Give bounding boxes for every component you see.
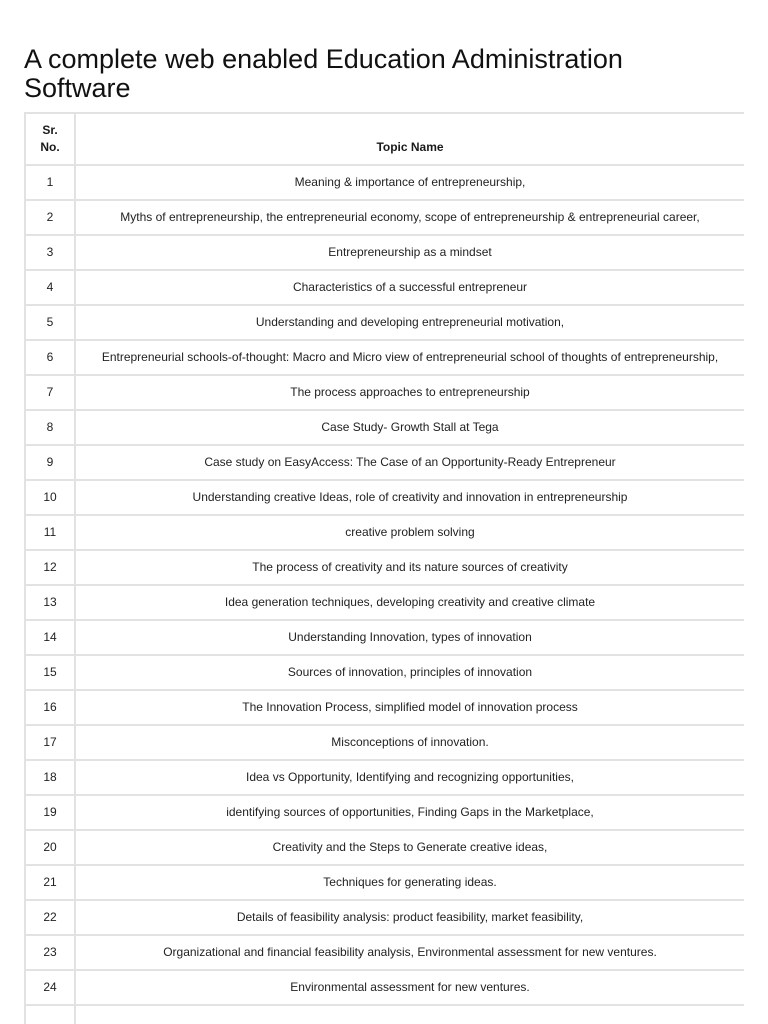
row-sr-number xyxy=(25,1005,75,1024)
row-topic-name: identifying sources of opportunities, Finding Gaps in the Marketplace, xyxy=(75,795,744,830)
row-sr-number: 21 xyxy=(25,865,75,900)
header-sr-no-label: Sr. No. xyxy=(40,123,60,154)
row-sr-number: 1 xyxy=(25,165,75,200)
table-row xyxy=(25,655,744,690)
row-sr-number: 22 xyxy=(25,900,75,935)
table-row xyxy=(25,305,744,340)
table-body xyxy=(25,165,744,1024)
row-sr-number: 2 xyxy=(25,200,75,235)
row-topic-name: Understanding and developing entrepreneurial motivation, xyxy=(75,305,744,340)
row-sr-number: 12 xyxy=(25,550,75,585)
row-topic-name: Techniques for generating ideas. xyxy=(75,865,744,900)
row-sr-number: 5 xyxy=(25,305,75,340)
row-sr-number: 13 xyxy=(25,585,75,620)
row-topic-name: Entrepreneurial schools-of-thought: Macro and Micro view of entrepreneurial school of thoughts of entrepreneurship, xyxy=(75,340,744,375)
table-row xyxy=(25,830,744,865)
table-row xyxy=(25,620,744,655)
table-row xyxy=(25,445,744,480)
row-topic-name: The Innovation Process, simplified model of innovation process xyxy=(75,690,744,725)
row-sr-number: 18 xyxy=(25,760,75,795)
row-topic-name: Characteristics of a successful entrepreneur xyxy=(75,270,744,305)
row-topic-name: The process of creativity and its nature sources of creativity xyxy=(75,550,744,585)
row-sr-number: 20 xyxy=(25,830,75,865)
topics-table xyxy=(24,112,744,1024)
row-sr-number: 4 xyxy=(25,270,75,305)
row-topic-name: Environmental assessment for new ventures. xyxy=(75,970,744,1005)
table-row xyxy=(25,410,744,445)
topics-table-container xyxy=(24,112,744,1024)
row-topic-name: Misconceptions of innovation. xyxy=(75,725,744,760)
row-topic-name xyxy=(75,1005,744,1024)
table-row xyxy=(25,690,744,725)
table-row xyxy=(25,340,744,375)
row-topic-name: Idea vs Opportunity, Identifying and recognizing opportunities, xyxy=(75,760,744,795)
table-row xyxy=(25,480,744,515)
table-row xyxy=(25,375,744,410)
row-sr-number: 16 xyxy=(25,690,75,725)
row-sr-number: 8 xyxy=(25,410,75,445)
table-row xyxy=(25,795,744,830)
row-sr-number: 15 xyxy=(25,655,75,690)
row-sr-number: 14 xyxy=(25,620,75,655)
row-topic-name: Organizational and financial feasibility analysis, Environmental assessment for new ventures. xyxy=(75,935,744,970)
row-sr-number: 7 xyxy=(25,375,75,410)
row-topic-name: The process approaches to entrepreneurship xyxy=(75,375,744,410)
table-row xyxy=(25,935,744,970)
row-sr-number: 10 xyxy=(25,480,75,515)
row-topic-name: Understanding creative Ideas, role of creativity and innovation in entrepreneurship xyxy=(75,480,744,515)
table-row xyxy=(25,165,744,200)
row-topic-name: Myths of entrepreneurship, the entrepreneurial economy, scope of entrepreneurship & entrepreneurial career, xyxy=(75,200,744,235)
table-row xyxy=(25,550,744,585)
row-topic-name: Entrepreneurship as a mindset xyxy=(75,235,744,270)
row-sr-number: 9 xyxy=(25,445,75,480)
table-row xyxy=(25,970,744,1005)
row-sr-number: 11 xyxy=(25,515,75,550)
table-row xyxy=(25,270,744,305)
table-row xyxy=(25,760,744,795)
row-topic-name: Sources of innovation, principles of innovation xyxy=(75,655,744,690)
table-row xyxy=(25,515,744,550)
row-topic-name: Meaning & importance of entrepreneurship, xyxy=(75,165,744,200)
table-row xyxy=(25,725,744,760)
page-title: A complete web enabled Education Administration Software xyxy=(24,44,623,103)
row-sr-number: 24 xyxy=(25,970,75,1005)
table-row xyxy=(25,235,744,270)
row-topic-name: Case Study- Growth Stall at Tega xyxy=(75,410,744,445)
row-sr-number: 23 xyxy=(25,935,75,970)
row-topic-name: Idea generation techniques, developing creativity and creative climate xyxy=(75,585,744,620)
row-sr-number: 17 xyxy=(25,725,75,760)
row-topic-name: creative problem solving xyxy=(75,515,744,550)
row-topic-name: Details of feasibility analysis: product feasibility, market feasibility, xyxy=(75,900,744,935)
row-sr-number: 19 xyxy=(25,795,75,830)
row-topic-name: Case study on EasyAccess: The Case of an Opportunity-Ready Entrepreneur xyxy=(75,445,744,480)
row-sr-number: 6 xyxy=(25,340,75,375)
row-sr-number: 3 xyxy=(25,235,75,270)
table-row xyxy=(25,200,744,235)
row-topic-name: Understanding Innovation, types of innovation xyxy=(75,620,744,655)
header-topic-name: Topic Name xyxy=(75,113,744,165)
table-row xyxy=(25,865,744,900)
table-header-row xyxy=(25,113,744,165)
row-topic-name: Creativity and the Steps to Generate creative ideas, xyxy=(75,830,744,865)
table-row xyxy=(25,900,744,935)
header-sr-no xyxy=(25,113,75,165)
table-row xyxy=(25,1005,744,1024)
table-row xyxy=(25,585,744,620)
